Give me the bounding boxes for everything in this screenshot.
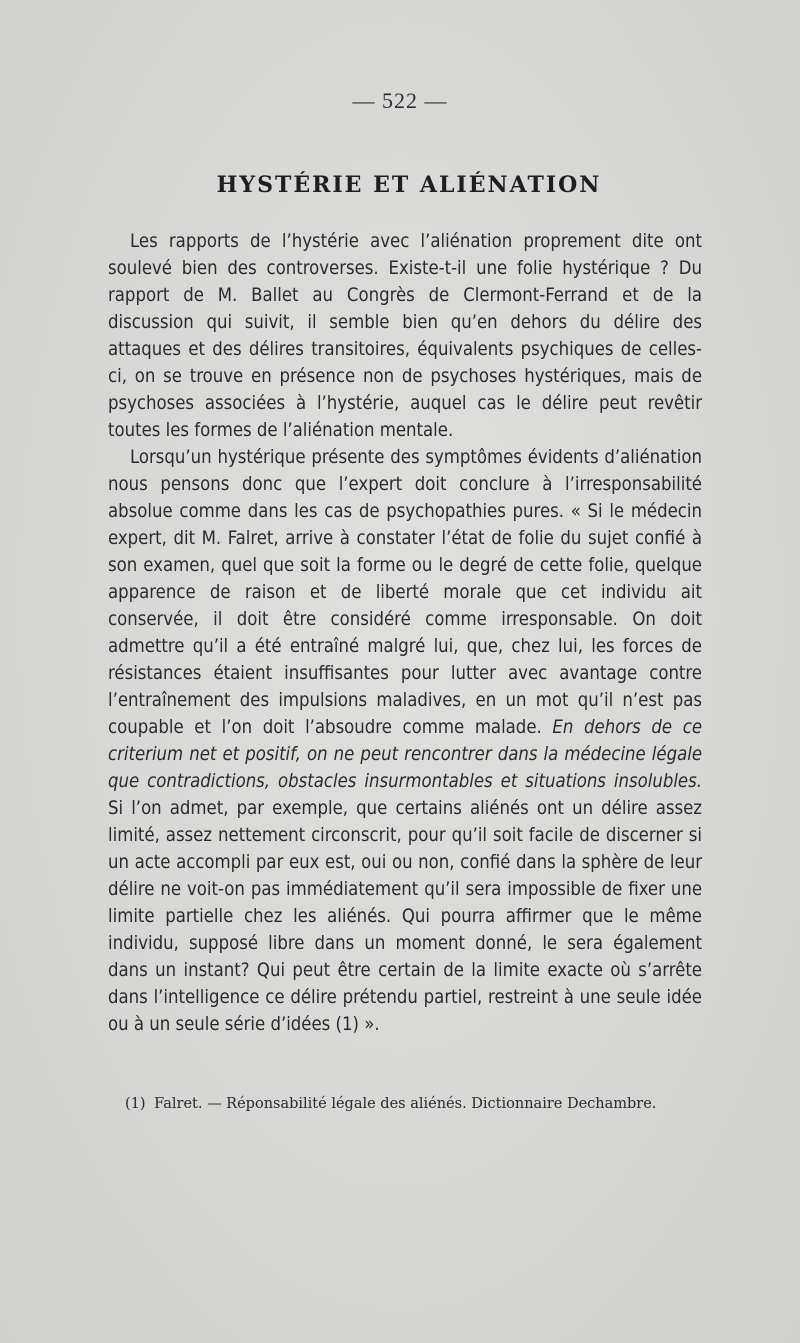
footnote-text: Falret. — Réponsabilité légale des aliénés. Dictionnaire Dechambre. bbox=[154, 1096, 657, 1112]
body-text bbox=[108, 228, 702, 1038]
page-number: — 522 — bbox=[352, 88, 448, 113]
footnote-marker: (1) bbox=[125, 1096, 146, 1112]
footnote bbox=[125, 1094, 725, 1114]
chapter-title: HYSTÉRIE ET ALIÉNATION bbox=[216, 172, 602, 198]
paragraph-2 bbox=[108, 444, 702, 1038]
paragraph-2-italic: En dehors de ce criterium net et positif, on ne peut rencontrer dans la médecine légale que contradictions, obstacles insurmontables et situations insolubles. bbox=[108, 717, 702, 792]
paragraph-2-part-2: Si l’on admet, par exemple, que certains aliénés ont un délire assez limité, assez nettement circonscrit, pour qu’il soit facile de discerner si un acte accompli par eux est, oui ou non, confié dans la sphère de leur délire ne voit-on pas immédiatement qu’il sera impossible de fixer une limite partielle chez les aliénés. Qui pourra affirmer que le même individu, supposé libre dans un moment donné, le sera également dans un instant? Qui peut être certain de la limite exacte où s’arrête dans l’intelligence ce délire prétendu partiel, restreint à une seule idée ou à un seule série d’idées (1) ». bbox=[108, 798, 702, 1035]
paragraph-2-part-1: Lorsqu’un hystérique présente des symptômes évidents d’aliénation nous pensons donc que l’expert doit conclure à l’irresponsabilité absolue comme dans les cas de psychopathies pures. « Si le médecin expert, dit M. Falret, arrive à constater l’état de folie du sujet confié à son examen, quel que soit la forme ou le degré de cette folie, quelque apparence de raison et de liberté morale que cet individu ait conservée, il doit être considéré comme irresponsable. On doit admettre qu’il a été entraîné malgré lui, que, chez lui, les forces de résistances étaient insuffisantes pour lutter avec avantage contre l’entraînement des impulsions maladives, en un mot qu’il n’est pas coupable et l’on doit l’absoudre comme malade. bbox=[108, 447, 702, 738]
paragraph-1: Les rapports de l’hystérie avec l’aliénation proprement dite ont soulevé bien des controverses. Existe-t-il une folie hystérique ? Du rapport de M. Ballet au Congrès de Clermont-Ferrand et de la discussion qui suivit, il semble bien qu’en dehors du délire des attaques et des délires transitoires, équivalents psychiques de celles-ci, on se trouve en présence non de psychoses hystériques, mais de psychoses associées à l’hystérie, auquel cas le délire peut revêtir toutes les formes de l’aliénation mentale. bbox=[108, 231, 702, 441]
